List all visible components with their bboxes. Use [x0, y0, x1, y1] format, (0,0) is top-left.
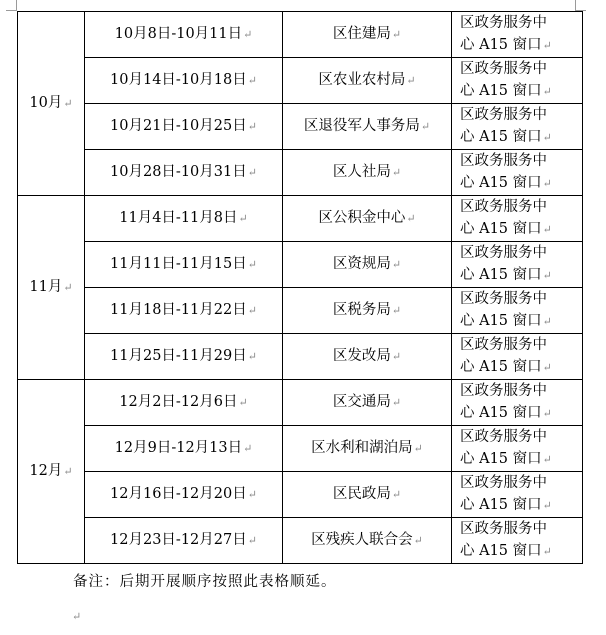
window-location-line-wrap	[460, 80, 582, 103]
window-location-line: 区政务服务中	[460, 383, 547, 399]
period-text: 11月18日-11月22日	[110, 302, 247, 318]
window-location-line: 心 A15 窗口	[460, 405, 542, 421]
paragraph-mark-icon: ↵	[542, 39, 552, 52]
paragraph-mark-icon: ↵	[542, 453, 552, 466]
paragraph-mark-icon: ↵	[542, 269, 552, 282]
schedule-row	[18, 472, 583, 518]
paragraph-mark-icon: ↵	[542, 315, 552, 328]
schedule-row	[18, 196, 583, 242]
schedule-row	[18, 58, 583, 104]
department-text: 区民政局	[332, 486, 391, 502]
window-location-cell	[452, 12, 583, 58]
department-cell	[283, 12, 452, 58]
schedule-row	[18, 518, 583, 564]
month-cell	[18, 12, 85, 196]
month-label: 10月	[29, 95, 63, 111]
period-text: 10月28日-10月31日	[110, 164, 247, 180]
period-cell	[85, 12, 283, 58]
schedule-row	[18, 150, 583, 196]
window-location-line-wrap	[460, 540, 582, 563]
period-cell	[85, 196, 283, 242]
department-text: 区税务局	[332, 302, 391, 318]
window-location-line: 区政务服务中	[460, 199, 547, 215]
period-text: 10月8日-10月11日	[114, 26, 243, 42]
paragraph-mark-icon: ↵	[542, 545, 552, 558]
paragraph-mark-icon: ↵	[413, 442, 423, 455]
window-location-line: 心 A15 窗口	[460, 451, 542, 467]
schedule-row	[18, 242, 583, 288]
paragraph-mark-icon: ↵	[391, 488, 402, 501]
window-location-line-wrap	[460, 172, 582, 195]
window-location-line: 区政务服务中	[460, 429, 547, 445]
paragraph-mark-icon: ↵	[406, 212, 416, 225]
month-label: 12月	[29, 463, 63, 479]
window-location-cell	[452, 196, 583, 242]
schedule-row	[18, 334, 583, 380]
window-location-line: 心 A15 窗口	[460, 129, 542, 145]
paragraph-mark-icon: ↵	[391, 258, 402, 271]
window-location-line: 心 A15 窗口	[460, 497, 542, 513]
paragraph-mark-icon: ↵	[247, 74, 257, 87]
window-location-line: 心 A15 窗口	[460, 313, 542, 329]
department-cell	[283, 58, 452, 104]
window-location-line-wrap	[460, 264, 582, 287]
month-label: 11月	[29, 279, 63, 295]
department-cell	[283, 472, 452, 518]
footnote-text: 备注：后期开展顺序按照此表格顺延。	[73, 574, 337, 590]
schedule-table	[17, 11, 583, 564]
period-cell	[85, 472, 283, 518]
department-cell	[283, 380, 452, 426]
window-location-line: 区政务服务中	[460, 61, 547, 77]
department-text: 区资规局	[332, 256, 391, 272]
period-cell	[85, 150, 283, 196]
paragraph-mark-icon: ↵	[391, 350, 402, 363]
paragraph-mark-icon: ↵	[542, 361, 552, 374]
paragraph-mark-icon: ↵	[63, 281, 73, 294]
paragraph-mark-icon: ↵	[542, 85, 552, 98]
period-cell	[85, 242, 283, 288]
window-location-cell	[452, 380, 583, 426]
window-location-line: 区政务服务中	[460, 245, 547, 261]
window-location-line-wrap	[460, 126, 582, 149]
schedule-row	[18, 288, 583, 334]
paragraph-mark-icon: ↵	[420, 120, 431, 133]
window-location-cell	[452, 334, 583, 380]
department-cell	[283, 288, 452, 334]
window-location-line-wrap	[460, 218, 582, 241]
paragraph-mark-icon: ↵	[247, 258, 257, 271]
department-text: 区人社局	[332, 164, 391, 180]
paragraph-mark-icon: ↵	[63, 97, 73, 110]
department-text: 区公积金中心	[318, 210, 406, 226]
window-location-cell	[452, 288, 583, 334]
department-text: 区发改局	[332, 348, 391, 364]
department-cell	[283, 150, 452, 196]
window-location-line-wrap	[460, 402, 582, 425]
period-text: 12月2日-12月6日	[119, 394, 238, 410]
department-text: 区残疾人联合会	[311, 532, 413, 548]
paragraph-mark-icon: ↵	[542, 407, 552, 420]
department-cell	[283, 196, 452, 242]
window-location-line: 心 A15 窗口	[460, 359, 542, 375]
department-cell	[283, 518, 452, 564]
period-text: 10月14日-10月18日	[110, 72, 247, 88]
window-location-line: 区政务服务中	[460, 153, 547, 169]
footnote	[73, 570, 337, 591]
window-location-cell	[452, 150, 583, 196]
paragraph-mark-icon: ↵	[542, 131, 552, 144]
paragraph-mark-icon: ↵	[63, 465, 73, 478]
period-text: 11月4日-11月8日	[119, 210, 238, 226]
paragraph-mark-icon: ↵	[243, 28, 253, 41]
schedule-row	[18, 12, 583, 58]
paragraph-mark-icon: ↵	[542, 499, 552, 512]
paragraph-mark-icon: ↵	[238, 396, 248, 409]
month-cell	[18, 196, 85, 380]
window-location-line: 区政务服务中	[460, 107, 547, 123]
department-cell	[283, 242, 452, 288]
schedule-row	[18, 380, 583, 426]
period-text: 11月25日-11月29日	[110, 348, 247, 364]
paragraph-mark-icon: ↵	[247, 534, 257, 547]
period-text: 12月16日-12月20日	[110, 486, 247, 502]
window-location-line-wrap	[460, 310, 582, 333]
schedule-row	[18, 426, 583, 472]
paragraph-mark-icon: ↵	[247, 166, 257, 179]
department-text: 区住建局	[332, 26, 391, 42]
period-cell	[85, 58, 283, 104]
paragraph-mark-icon: ↵	[406, 74, 416, 87]
paragraph-mark-icon: ↵	[247, 350, 257, 363]
department-cell	[283, 334, 452, 380]
window-location-line: 心 A15 窗口	[460, 83, 542, 99]
department-cell	[283, 104, 452, 150]
window-location-line: 心 A15 窗口	[460, 37, 542, 53]
period-text: 10月21日-10月25日	[110, 118, 247, 134]
window-location-line: 区政务服务中	[460, 291, 547, 307]
window-location-line-wrap	[460, 34, 582, 57]
period-cell	[85, 426, 283, 472]
period-cell	[85, 518, 283, 564]
period-text: 11月11日-11月15日	[110, 256, 247, 272]
month-cell	[18, 380, 85, 564]
empty-paragraph-mark: ↵	[72, 610, 82, 623]
period-cell	[85, 334, 283, 380]
paragraph-mark-icon: ↵	[243, 442, 253, 455]
department-cell	[283, 426, 452, 472]
paragraph-mark-icon: ↵	[542, 223, 552, 236]
paragraph-mark-icon: ↵	[391, 396, 402, 409]
window-location-cell	[452, 518, 583, 564]
department-text: 区交通局	[332, 394, 391, 410]
paragraph-mark-icon: ↵	[247, 120, 257, 133]
period-cell	[85, 104, 283, 150]
window-location-cell	[452, 104, 583, 150]
paragraph-mark-icon: ↵	[391, 304, 402, 317]
paragraph-mark-icon: ↵	[391, 28, 402, 41]
page-corner-mark-left	[6, 0, 17, 11]
window-location-line: 区政务服务中	[460, 521, 547, 537]
window-location-line-wrap	[460, 356, 582, 379]
window-location-line: 区政务服务中	[460, 15, 547, 31]
window-location-line-wrap	[460, 494, 582, 517]
department-text: 区农业农村局	[318, 72, 406, 88]
paragraph-mark-icon: ↵	[413, 534, 423, 547]
schedule-row	[18, 104, 583, 150]
window-location-line: 区政务服务中	[460, 475, 547, 491]
department-text: 区退役军人事务局	[303, 118, 420, 134]
window-location-line: 区政务服务中	[460, 337, 547, 353]
window-location-cell	[452, 472, 583, 518]
period-text: 12月9日-12月13日	[114, 440, 243, 456]
paragraph-mark-icon: ↵	[391, 166, 402, 179]
window-location-line: 心 A15 窗口	[460, 267, 542, 283]
period-cell	[85, 380, 283, 426]
paragraph-mark-icon: ↵	[247, 304, 257, 317]
window-location-cell	[452, 242, 583, 288]
page-corner-mark-right	[575, 0, 586, 11]
period-cell	[85, 288, 283, 334]
schedule-body	[18, 12, 583, 564]
window-location-cell	[452, 58, 583, 104]
paragraph-mark-icon: ↵	[247, 488, 257, 501]
window-location-line: 心 A15 窗口	[460, 221, 542, 237]
window-location-line: 心 A15 窗口	[460, 175, 542, 191]
window-location-line-wrap	[460, 448, 582, 471]
paragraph-mark-icon: ↵	[238, 212, 248, 225]
department-text: 区水利和湖泊局	[311, 440, 413, 456]
period-text: 12月23日-12月27日	[110, 532, 247, 548]
paragraph-mark-icon: ↵	[542, 177, 552, 190]
window-location-cell	[452, 426, 583, 472]
window-location-line: 心 A15 窗口	[460, 543, 542, 559]
